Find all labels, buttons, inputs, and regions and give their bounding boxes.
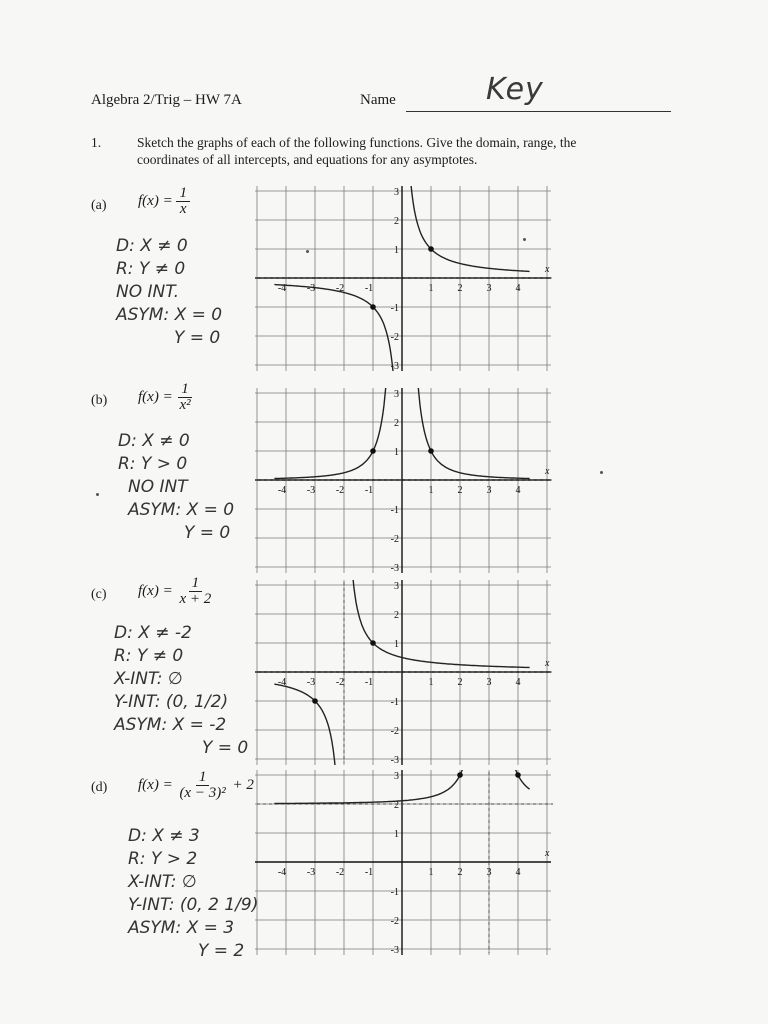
problem-b-label: (b) <box>91 393 108 408</box>
scan-speck <box>306 250 309 253</box>
x-tick-label: 4 <box>515 485 521 496</box>
answer-x-intercept: X-INT: ∅ <box>114 669 183 689</box>
numerator: 1 <box>196 770 210 786</box>
question-number: 1. <box>91 135 102 150</box>
y-tick-label: 1 <box>394 639 399 650</box>
curve-branch <box>274 285 396 371</box>
func-suffix: + 2 <box>232 776 254 793</box>
numerator: 1 <box>178 382 192 398</box>
x-axis-label: x <box>545 466 550 477</box>
y-tick-label: -3 <box>390 755 399 765</box>
func-prefix: f(x) = <box>138 388 173 405</box>
fraction <box>176 382 193 413</box>
graph-d <box>255 770 555 955</box>
answer-intercepts: NO INT. <box>116 282 180 302</box>
answer-asymptote-y: Y = 0 <box>184 523 231 543</box>
problem-c-label: (c) <box>91 587 107 602</box>
answer-intercepts: NO INT <box>128 477 188 497</box>
graph-c <box>255 580 555 765</box>
y-tick-label: 3 <box>394 771 399 782</box>
denominator: (x − 3)² <box>179 785 226 801</box>
scan-speck <box>523 238 526 241</box>
plotted-point <box>370 448 376 454</box>
plotted-point <box>312 698 318 704</box>
plotted-point <box>428 246 434 252</box>
answer-domain: D: X ≠ -2 <box>114 623 192 643</box>
x-tick-label: 1 <box>428 867 434 878</box>
fraction <box>176 576 214 607</box>
x-tick-label: 3 <box>486 867 492 878</box>
answer-y-intercept: Y-INT: (0, 2 1/9) <box>128 895 259 915</box>
problem-c-function <box>138 576 214 607</box>
curve-branch <box>274 388 389 479</box>
scan-speck <box>600 471 603 474</box>
x-tick-label: 1 <box>428 677 434 688</box>
x-tick-label: -3 <box>306 867 316 878</box>
x-tick-label: -1 <box>364 283 374 294</box>
x-tick-label: 3 <box>486 283 492 294</box>
graph-b <box>255 388 555 573</box>
y-tick-label: 1 <box>394 829 399 840</box>
x-tick-label: 1 <box>428 283 434 294</box>
plotted-point <box>515 772 521 778</box>
y-tick-label: -1 <box>390 697 399 708</box>
name-label: Name <box>360 92 396 108</box>
x-tick-label: -4 <box>277 867 287 878</box>
x-tick-label: -1 <box>364 485 374 496</box>
y-tick-label: 1 <box>394 447 399 458</box>
y-tick-label: -3 <box>390 563 399 573</box>
graph-a <box>255 186 555 371</box>
problem-a-answers <box>116 235 222 350</box>
x-tick-label: -4 <box>277 283 287 294</box>
x-tick-label: 4 <box>515 677 521 688</box>
curve-branch <box>274 684 338 765</box>
x-tick-label: -4 <box>277 677 287 688</box>
answer-range: R: Y ≠ 0 <box>116 259 186 279</box>
denominator: x² <box>179 397 191 413</box>
numerator: 1 <box>189 576 203 592</box>
func-prefix: f(x) = <box>138 776 173 793</box>
x-tick-label: 3 <box>486 677 492 688</box>
x-tick-label: -1 <box>364 867 374 878</box>
x-tick-label: -2 <box>335 485 345 496</box>
problem-d-function <box>138 770 254 801</box>
x-axis-label: x <box>545 848 550 859</box>
x-tick-label: 4 <box>515 867 521 878</box>
plotted-point <box>370 304 376 310</box>
curve-branch <box>349 580 529 668</box>
x-tick-label: 2 <box>457 283 463 294</box>
y-tick-label: -2 <box>390 534 399 545</box>
problem-a-label: (a) <box>91 198 107 213</box>
x-tick-label: -1 <box>364 677 374 688</box>
answer-asymptote-x: ASYM: X = 0 <box>116 305 223 325</box>
curve-branch <box>407 186 529 271</box>
answer-asymptote-y: Y = 0 <box>202 738 249 758</box>
x-tick-label: -3 <box>306 485 316 496</box>
y-tick-label: 2 <box>394 216 399 227</box>
plotted-point <box>457 772 463 778</box>
y-tick-label: 3 <box>394 389 399 400</box>
x-tick-label: -2 <box>335 283 345 294</box>
x-tick-label: -3 <box>306 283 316 294</box>
y-tick-label: -2 <box>390 916 399 927</box>
y-tick-label: -3 <box>390 945 399 955</box>
y-tick-label: -1 <box>390 887 399 898</box>
x-tick-label: 2 <box>457 485 463 496</box>
name-handwritten: Key <box>486 72 544 107</box>
fraction <box>176 770 228 801</box>
func-prefix: f(x) = <box>138 192 173 209</box>
scan-speck <box>96 493 99 496</box>
answer-range: R: Y > 0 <box>118 454 188 474</box>
answer-asymptote-y: Y = 0 <box>174 328 221 348</box>
x-tick-label: -4 <box>277 485 287 496</box>
numerator: 1 <box>176 186 190 202</box>
y-tick-label: -2 <box>390 726 399 737</box>
x-tick-label: -2 <box>335 867 345 878</box>
answer-domain: D: X ≠ 0 <box>118 431 190 451</box>
y-tick-label: 2 <box>394 418 399 429</box>
answer-range: R: Y > 2 <box>128 849 198 869</box>
name-line <box>406 110 671 112</box>
func-prefix: f(x) = <box>138 582 173 599</box>
x-tick-label: 2 <box>457 867 463 878</box>
assignment-title: Algebra 2/Trig – HW 7A <box>91 92 242 108</box>
answer-y-intercept: Y-INT: (0, 1/2) <box>114 692 229 712</box>
problem-a-function <box>138 186 190 217</box>
y-tick-label: 3 <box>394 187 399 198</box>
denominator: x <box>179 201 187 217</box>
y-tick-label: 2 <box>394 610 399 621</box>
plotted-point <box>370 640 376 646</box>
question-text <box>137 134 657 168</box>
y-tick-label: 3 <box>394 581 399 592</box>
x-tick-label: 4 <box>515 283 521 294</box>
answer-domain: D: X ≠ 0 <box>116 236 188 256</box>
problem-b-answers <box>118 430 234 545</box>
y-tick-label: -1 <box>390 505 399 516</box>
x-axis-label: x <box>545 658 550 669</box>
question-text-line1: Sketch the graphs of each of the following functions. Give the domain, range, the <box>137 135 577 150</box>
x-tick-label: 3 <box>486 485 492 496</box>
answer-asymptote-y: Y = 2 <box>198 941 245 961</box>
x-tick-label: -3 <box>306 677 316 688</box>
y-tick-label: 1 <box>394 245 399 256</box>
y-tick-label: -2 <box>390 332 399 343</box>
answer-asymptote-x: ASYM: X = -2 <box>114 715 227 735</box>
denominator: x + 2 <box>179 591 212 607</box>
x-tick-label: 1 <box>428 485 434 496</box>
answer-asymptote-x: ASYM: X = 0 <box>128 500 235 520</box>
problem-c-answers <box>114 622 248 760</box>
y-tick-label: -3 <box>390 361 399 371</box>
x-axis-label: x <box>545 264 550 275</box>
answer-domain: D: X ≠ 3 <box>128 826 200 846</box>
problem-d-answers <box>128 825 258 963</box>
question-text-line2: coordinates of all intercepts, and equations for any asymptotes. <box>137 152 478 167</box>
x-tick-label: -2 <box>335 677 345 688</box>
problem-b-function <box>138 382 194 413</box>
y-tick-label: 2 <box>394 800 399 811</box>
answer-asymptote-x: ASYM: X = 3 <box>128 918 235 938</box>
x-tick-label: 2 <box>457 677 463 688</box>
y-tick-label: -1 <box>390 303 399 314</box>
answer-range: R: Y ≠ 0 <box>114 646 184 666</box>
curve-branch <box>415 388 530 479</box>
fraction <box>176 186 190 217</box>
problem-d-label: (d) <box>91 780 108 795</box>
plotted-point <box>428 448 434 454</box>
answer-x-intercept: X-INT: ∅ <box>128 872 197 892</box>
